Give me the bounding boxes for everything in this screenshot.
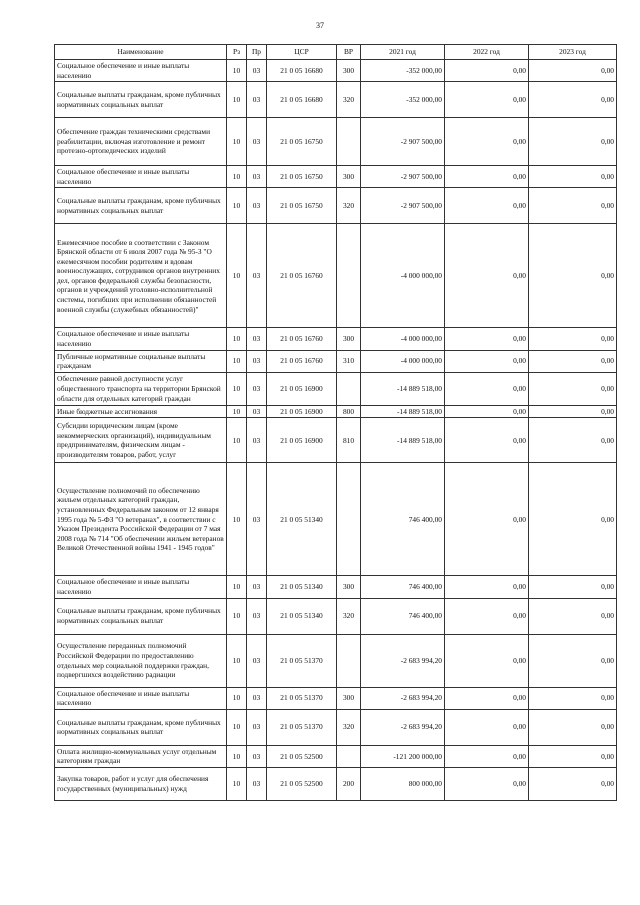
table-row bbox=[55, 350, 617, 372]
cell-y2023: 0,00 bbox=[529, 687, 617, 709]
cell-pr: 03 bbox=[247, 767, 267, 800]
cell-pr: 03 bbox=[247, 60, 267, 82]
cell-y2021: -352 000,00 bbox=[361, 82, 445, 118]
cell-y2022: 0,00 bbox=[445, 634, 529, 687]
cell-pr: 03 bbox=[247, 418, 267, 463]
cell-csr: 21 0 05 52500 bbox=[267, 745, 337, 767]
cell-csr: 21 0 05 16750 bbox=[267, 118, 337, 166]
cell-rz: 10 bbox=[227, 82, 247, 118]
cell-y2022: 0,00 bbox=[445, 60, 529, 82]
cell-vr: 320 bbox=[337, 709, 361, 745]
cell-rz: 10 bbox=[227, 418, 247, 463]
cell-y2022: 0,00 bbox=[445, 166, 529, 188]
cell-y2021: -121 200 000,00 bbox=[361, 745, 445, 767]
cell-y2021: 746 400,00 bbox=[361, 598, 445, 634]
cell-csr: 21 0 05 16900 bbox=[267, 418, 337, 463]
cell-y2023: 0,00 bbox=[529, 166, 617, 188]
cell-csr: 21 0 05 16680 bbox=[267, 60, 337, 82]
cell-name: Социальные выплаты гражданам, кроме публичных нормативных социальных выплат bbox=[55, 709, 227, 745]
cell-y2022: 0,00 bbox=[445, 118, 529, 166]
cell-name: Обеспечение равной доступности услуг общественного транспорта на территории Брянской области для отдельных категорий граждан bbox=[55, 372, 227, 405]
cell-y2023: 0,00 bbox=[529, 372, 617, 405]
cell-y2023: 0,00 bbox=[529, 118, 617, 166]
cell-y2022: 0,00 bbox=[445, 188, 529, 224]
cell-rz: 10 bbox=[227, 745, 247, 767]
cell-csr: 21 0 05 51370 bbox=[267, 687, 337, 709]
table-row bbox=[55, 60, 617, 82]
page-number: 37 bbox=[316, 21, 324, 30]
cell-vr: 300 bbox=[337, 60, 361, 82]
cell-vr bbox=[337, 224, 361, 328]
cell-vr bbox=[337, 463, 361, 576]
header-2023: 2023 год bbox=[529, 45, 617, 60]
cell-y2021: -2 907 500,00 bbox=[361, 166, 445, 188]
cell-pr: 03 bbox=[247, 709, 267, 745]
cell-pr: 03 bbox=[247, 598, 267, 634]
cell-rz: 10 bbox=[227, 634, 247, 687]
header-2022: 2022 год bbox=[445, 45, 529, 60]
cell-y2021: -2 683 994,20 bbox=[361, 709, 445, 745]
cell-vr: 810 bbox=[337, 418, 361, 463]
cell-y2021: -2 683 994,20 bbox=[361, 634, 445, 687]
cell-vr: 310 bbox=[337, 350, 361, 372]
header-csr: ЦСР bbox=[267, 45, 337, 60]
cell-csr: 21 0 05 16900 bbox=[267, 372, 337, 405]
cell-rz: 10 bbox=[227, 350, 247, 372]
table-row bbox=[55, 188, 617, 224]
table-row bbox=[55, 598, 617, 634]
cell-csr: 21 0 05 16750 bbox=[267, 188, 337, 224]
cell-y2023: 0,00 bbox=[529, 82, 617, 118]
cell-y2023: 0,00 bbox=[529, 634, 617, 687]
cell-y2021: 746 400,00 bbox=[361, 576, 445, 598]
cell-name: Субсидии юридическим лицам (кроме некоммерческих организаций), индивидуальным предпринимателям, физическим лицам - производителям товаров, работ, услуг bbox=[55, 418, 227, 463]
table-row bbox=[55, 687, 617, 709]
cell-y2021: -2 683 994,20 bbox=[361, 687, 445, 709]
cell-name: Публичные нормативные социальные выплаты гражданам bbox=[55, 350, 227, 372]
cell-name: Социальное обеспечение и иные выплаты населению bbox=[55, 687, 227, 709]
cell-csr: 21 0 05 16900 bbox=[267, 405, 337, 418]
table-row bbox=[55, 224, 617, 328]
table-row bbox=[55, 463, 617, 576]
cell-rz: 10 bbox=[227, 224, 247, 328]
cell-rz: 10 bbox=[227, 328, 247, 350]
cell-pr: 03 bbox=[247, 350, 267, 372]
budget-table bbox=[54, 44, 617, 801]
cell-y2023: 0,00 bbox=[529, 188, 617, 224]
header-2021: 2021 год bbox=[361, 45, 445, 60]
cell-vr: 320 bbox=[337, 598, 361, 634]
cell-y2022: 0,00 bbox=[445, 372, 529, 405]
cell-name: Социальное обеспечение и иные выплаты населению bbox=[55, 166, 227, 188]
cell-y2022: 0,00 bbox=[445, 709, 529, 745]
cell-y2023: 0,00 bbox=[529, 350, 617, 372]
cell-y2023: 0,00 bbox=[529, 598, 617, 634]
cell-vr: 800 bbox=[337, 405, 361, 418]
cell-csr: 21 0 05 51370 bbox=[267, 634, 337, 687]
cell-y2023: 0,00 bbox=[529, 576, 617, 598]
cell-y2021: -352 000,00 bbox=[361, 60, 445, 82]
cell-csr: 21 0 05 51340 bbox=[267, 598, 337, 634]
cell-y2022: 0,00 bbox=[445, 576, 529, 598]
cell-name: Оплата жилищно-коммунальных услуг отдельным категориям граждан bbox=[55, 745, 227, 767]
cell-y2023: 0,00 bbox=[529, 767, 617, 800]
cell-y2022: 0,00 bbox=[445, 328, 529, 350]
cell-csr: 21 0 05 16750 bbox=[267, 166, 337, 188]
cell-pr: 03 bbox=[247, 166, 267, 188]
cell-vr: 300 bbox=[337, 576, 361, 598]
cell-pr: 03 bbox=[247, 224, 267, 328]
cell-rz: 10 bbox=[227, 405, 247, 418]
cell-vr: 300 bbox=[337, 328, 361, 350]
table-row bbox=[55, 709, 617, 745]
cell-name: Социальные выплаты гражданам, кроме публичных нормативных социальных выплат bbox=[55, 598, 227, 634]
cell-y2023: 0,00 bbox=[529, 745, 617, 767]
cell-csr: 21 0 05 51340 bbox=[267, 576, 337, 598]
cell-y2022: 0,00 bbox=[445, 418, 529, 463]
cell-rz: 10 bbox=[227, 118, 247, 166]
cell-pr: 03 bbox=[247, 405, 267, 418]
cell-y2023: 0,00 bbox=[529, 418, 617, 463]
cell-vr bbox=[337, 745, 361, 767]
cell-rz: 10 bbox=[227, 687, 247, 709]
cell-y2022: 0,00 bbox=[445, 598, 529, 634]
cell-csr: 21 0 05 51370 bbox=[267, 709, 337, 745]
table-row bbox=[55, 767, 617, 800]
cell-name: Социальное обеспечение и иные выплаты населению bbox=[55, 576, 227, 598]
cell-name: Ежемесячное пособие в соответствии с Законом Брянской области от 6 июля 2007 года № 95-З "О ежемесячном пособии родителям и вдовам военнослужащих, сотрудников органов внутренних дел, органов федеральной службы безопасности, органов и учреждений уголовно-исполнительной системы, погибших при исполнении обязанностей военной службы (служебных обязанностей)" bbox=[55, 224, 227, 328]
cell-y2021: -14 889 518,00 bbox=[361, 418, 445, 463]
cell-rz: 10 bbox=[227, 767, 247, 800]
cell-y2021: 746 400,00 bbox=[361, 463, 445, 576]
header-rz: Рз bbox=[227, 45, 247, 60]
table-row bbox=[55, 576, 617, 598]
cell-y2023: 0,00 bbox=[529, 328, 617, 350]
cell-name: Осуществление переданных полномочий Российской Федерации по предоставлению отдельных мер социальной поддержки граждан, подвергшихся воздействию радиации bbox=[55, 634, 227, 687]
cell-pr: 03 bbox=[247, 188, 267, 224]
cell-csr: 21 0 05 16760 bbox=[267, 328, 337, 350]
cell-vr: 300 bbox=[337, 166, 361, 188]
header-vr: ВР bbox=[337, 45, 361, 60]
table-row bbox=[55, 634, 617, 687]
table-row bbox=[55, 745, 617, 767]
cell-y2022: 0,00 bbox=[445, 745, 529, 767]
cell-vr: 300 bbox=[337, 687, 361, 709]
cell-csr: 21 0 05 16760 bbox=[267, 224, 337, 328]
table-row bbox=[55, 418, 617, 463]
cell-y2022: 0,00 bbox=[445, 82, 529, 118]
cell-rz: 10 bbox=[227, 598, 247, 634]
cell-rz: 10 bbox=[227, 60, 247, 82]
cell-vr: 320 bbox=[337, 82, 361, 118]
cell-name: Социальные выплаты гражданам, кроме публичных нормативных социальных выплат bbox=[55, 188, 227, 224]
cell-name: Социальное обеспечение и иные выплаты населению bbox=[55, 328, 227, 350]
cell-csr: 21 0 05 51340 bbox=[267, 463, 337, 576]
cell-y2022: 0,00 bbox=[445, 767, 529, 800]
cell-y2021: -4 000 000,00 bbox=[361, 350, 445, 372]
cell-name: Иные бюджетные ассигнования bbox=[55, 405, 227, 418]
cell-csr: 21 0 05 52500 bbox=[267, 767, 337, 800]
cell-y2023: 0,00 bbox=[529, 463, 617, 576]
table-row bbox=[55, 405, 617, 418]
cell-y2022: 0,00 bbox=[445, 687, 529, 709]
table-row bbox=[55, 166, 617, 188]
header-pr: Пр bbox=[247, 45, 267, 60]
cell-y2022: 0,00 bbox=[445, 463, 529, 576]
cell-rz: 10 bbox=[227, 166, 247, 188]
cell-csr: 21 0 05 16760 bbox=[267, 350, 337, 372]
cell-y2021: -2 907 500,00 bbox=[361, 188, 445, 224]
cell-y2021: 800 000,00 bbox=[361, 767, 445, 800]
cell-y2021: -14 889 518,00 bbox=[361, 405, 445, 418]
cell-y2023: 0,00 bbox=[529, 224, 617, 328]
cell-vr: 320 bbox=[337, 188, 361, 224]
cell-y2021: -4 000 000,00 bbox=[361, 224, 445, 328]
table-row bbox=[55, 372, 617, 405]
cell-name: Закупка товаров, работ и услуг для обеспечения государственных (муниципальных) нужд bbox=[55, 767, 227, 800]
cell-name: Социальное обеспечение и иные выплаты населению bbox=[55, 60, 227, 82]
cell-pr: 03 bbox=[247, 82, 267, 118]
cell-name: Социальные выплаты гражданам, кроме публичных нормативных социальных выплат bbox=[55, 82, 227, 118]
cell-rz: 10 bbox=[227, 709, 247, 745]
cell-name: Осуществление полномочий по обеспечению жильем отдельных категорий граждан, установленных Федеральным законом от 12 января 1995 года № 5-ФЗ "О ветеранах", в соответствии с Указом Президента Российской Федерации от 7 мая 2008 года № 714 "Об обеспечении жильем ветеранов Великой Отечественной войны 1941 - 1945 годов" bbox=[55, 463, 227, 576]
table-row bbox=[55, 118, 617, 166]
cell-rz: 10 bbox=[227, 576, 247, 598]
cell-pr: 03 bbox=[247, 463, 267, 576]
cell-y2022: 0,00 bbox=[445, 350, 529, 372]
cell-pr: 03 bbox=[247, 576, 267, 598]
table-row bbox=[55, 328, 617, 350]
cell-rz: 10 bbox=[227, 372, 247, 405]
cell-pr: 03 bbox=[247, 372, 267, 405]
cell-y2022: 0,00 bbox=[445, 224, 529, 328]
cell-pr: 03 bbox=[247, 634, 267, 687]
header-name: Наименование bbox=[55, 45, 227, 60]
cell-y2023: 0,00 bbox=[529, 405, 617, 418]
cell-y2021: -4 000 000,00 bbox=[361, 328, 445, 350]
cell-y2022: 0,00 bbox=[445, 405, 529, 418]
cell-name: Обеспечение граждан техническими средствами реабилитации, включая изготовление и ремонт протезно-ортопедических изделий bbox=[55, 118, 227, 166]
cell-rz: 10 bbox=[227, 463, 247, 576]
cell-rz: 10 bbox=[227, 188, 247, 224]
cell-y2023: 0,00 bbox=[529, 709, 617, 745]
cell-pr: 03 bbox=[247, 328, 267, 350]
cell-vr bbox=[337, 372, 361, 405]
cell-pr: 03 bbox=[247, 745, 267, 767]
cell-vr bbox=[337, 634, 361, 687]
cell-vr bbox=[337, 118, 361, 166]
cell-csr: 21 0 05 16680 bbox=[267, 82, 337, 118]
cell-vr: 200 bbox=[337, 767, 361, 800]
cell-pr: 03 bbox=[247, 118, 267, 166]
table-header-row bbox=[55, 45, 617, 60]
cell-y2021: -2 907 500,00 bbox=[361, 118, 445, 166]
cell-y2023: 0,00 bbox=[529, 60, 617, 82]
cell-y2021: -14 889 518,00 bbox=[361, 372, 445, 405]
cell-pr: 03 bbox=[247, 687, 267, 709]
table-row bbox=[55, 82, 617, 118]
